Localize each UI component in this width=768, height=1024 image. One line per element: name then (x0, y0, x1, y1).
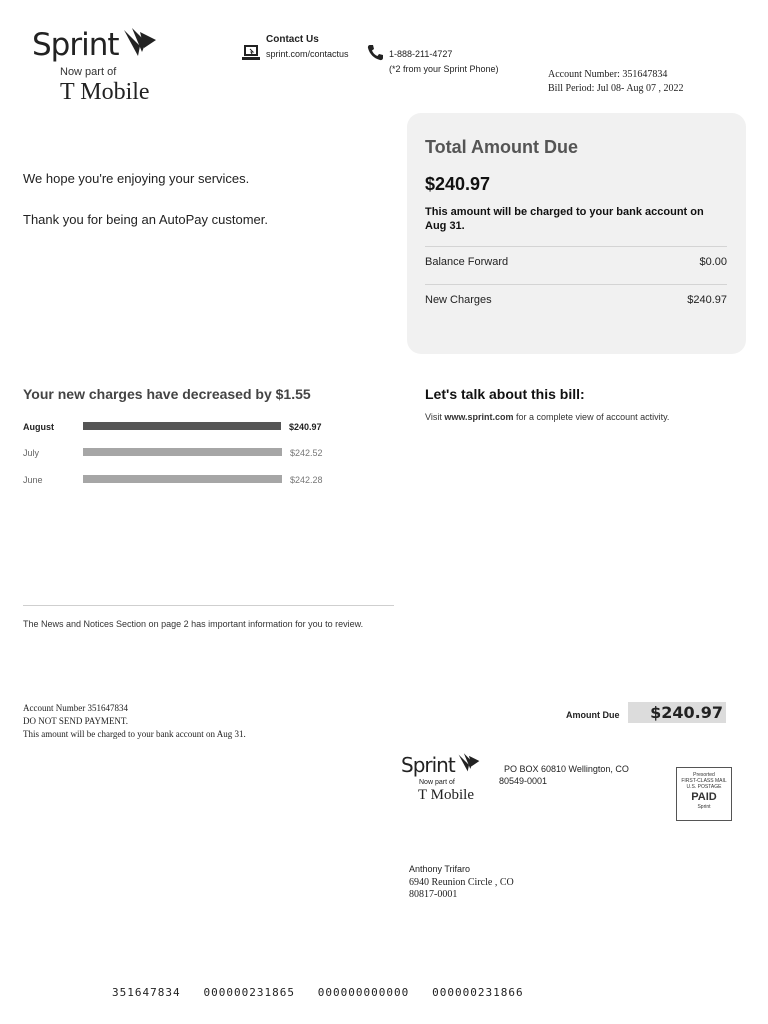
stamp-sender: Sprint (697, 804, 711, 810)
sprint-swoosh-icon (122, 26, 158, 60)
stamp-line-2: FIRST-CLASS MAIL (681, 778, 727, 784)
computer-icon (242, 44, 260, 62)
sprint-swoosh-icon (457, 752, 481, 774)
balance-forward-row (425, 256, 727, 268)
divider (425, 284, 727, 285)
autopay-note: This amount will be charged to your bank account on Aug 31. (425, 206, 704, 232)
remit-account-number: Account Number 351647834 (23, 703, 128, 713)
sprint-website-link[interactable]: www.sprint.com (444, 412, 514, 422)
intro-line-1: We hope you're enjoying your services. (23, 171, 250, 186)
stamp-line-3: U.S. POSTAGE (686, 784, 722, 790)
total-due-amount: $240.97 (425, 174, 491, 194)
account-number-header: Account Number: 351647834 (548, 69, 668, 80)
amount-due-value: $240.97 (650, 703, 723, 722)
talk-text-suffix: for a complete view of account activity. (513, 412, 670, 422)
new-charges-row (425, 294, 727, 306)
contact-phone-note: (*2 from your Sprint Phone) (389, 64, 499, 74)
stamp-paid: PAID (691, 791, 717, 803)
news-notice: The News and Notices Section on page 2 has important information for you to review. (23, 619, 364, 629)
charges-heading: Your new charges have decreased by $1.55 (23, 386, 311, 402)
addressee-name: Anthony Trifaro (409, 864, 471, 874)
sprint-logo (32, 27, 172, 105)
amount-due-box (628, 702, 726, 723)
total-due-title: Total Amount Due (425, 137, 578, 157)
total-due-panel (407, 113, 746, 354)
bar-label-august: August (23, 422, 54, 432)
contact-title: Contact Us (266, 34, 319, 45)
addressee-zip: 80817-0001 (409, 889, 458, 900)
bar-value-august: $240.97 (289, 422, 322, 432)
bar-value-june: $242.28 (290, 475, 323, 485)
talk-text-prefix: Visit (425, 412, 445, 422)
do-not-send-payment: DO NOT SEND PAYMENT. (23, 716, 129, 726)
postage-stamp (676, 767, 732, 821)
logo-tagline-small: Now part of (419, 779, 455, 786)
po-box-line-1: PO BOX 60810 Wellington, CO (504, 764, 629, 774)
talk-heading: Let's talk about this bill: (425, 386, 585, 402)
po-box-line-2: 80549-0001 (499, 776, 548, 786)
bar-label-july: July (23, 448, 40, 458)
new-charges-label: New Charges (425, 294, 492, 306)
phone-icon (367, 44, 384, 61)
bar-value-july: $242.52 (290, 448, 323, 458)
divider (425, 246, 727, 247)
logo-brand: Sprint (32, 27, 119, 63)
logo-tagline: Now part of (60, 66, 117, 78)
bar-label-june: June (23, 475, 43, 485)
intro-line-2: Thank you for being an AutoPay customer. (23, 212, 268, 227)
logo-parent-small: T Mobile (418, 787, 474, 803)
addressee-street: 6940 Reunion Circle , CO (409, 877, 514, 888)
contact-web-link[interactable]: sprint.com/contactus (266, 49, 349, 59)
balance-forward-value: $0.00 (699, 256, 727, 268)
scanline: 351647834 000000231865 000000000000 000000231866 (112, 986, 524, 999)
charges-bar-chart (23, 418, 363, 498)
balance-forward-label: Balance Forward (425, 256, 509, 268)
bill-period: Bill Period: Jul 08- Aug 07 , 2022 (548, 83, 684, 94)
logo-parent: T Mobile (60, 79, 150, 105)
bar-august (83, 422, 281, 430)
news-divider (23, 605, 394, 606)
sprint-logo-small (401, 755, 491, 805)
new-charges-value: $240.97 (687, 294, 727, 306)
talk-text (425, 412, 669, 422)
remit-charge-note: This amount will be charged to your bank account on Aug 31. (23, 729, 246, 739)
contact-phone[interactable]: 1-888-211-4727 (389, 49, 453, 59)
amount-due-label: Amount Due (566, 710, 620, 720)
logo-brand-small: Sprint (401, 753, 455, 777)
bar-july (83, 448, 282, 456)
bar-june (83, 475, 282, 483)
stamp-line-1: Presorted (693, 772, 715, 778)
